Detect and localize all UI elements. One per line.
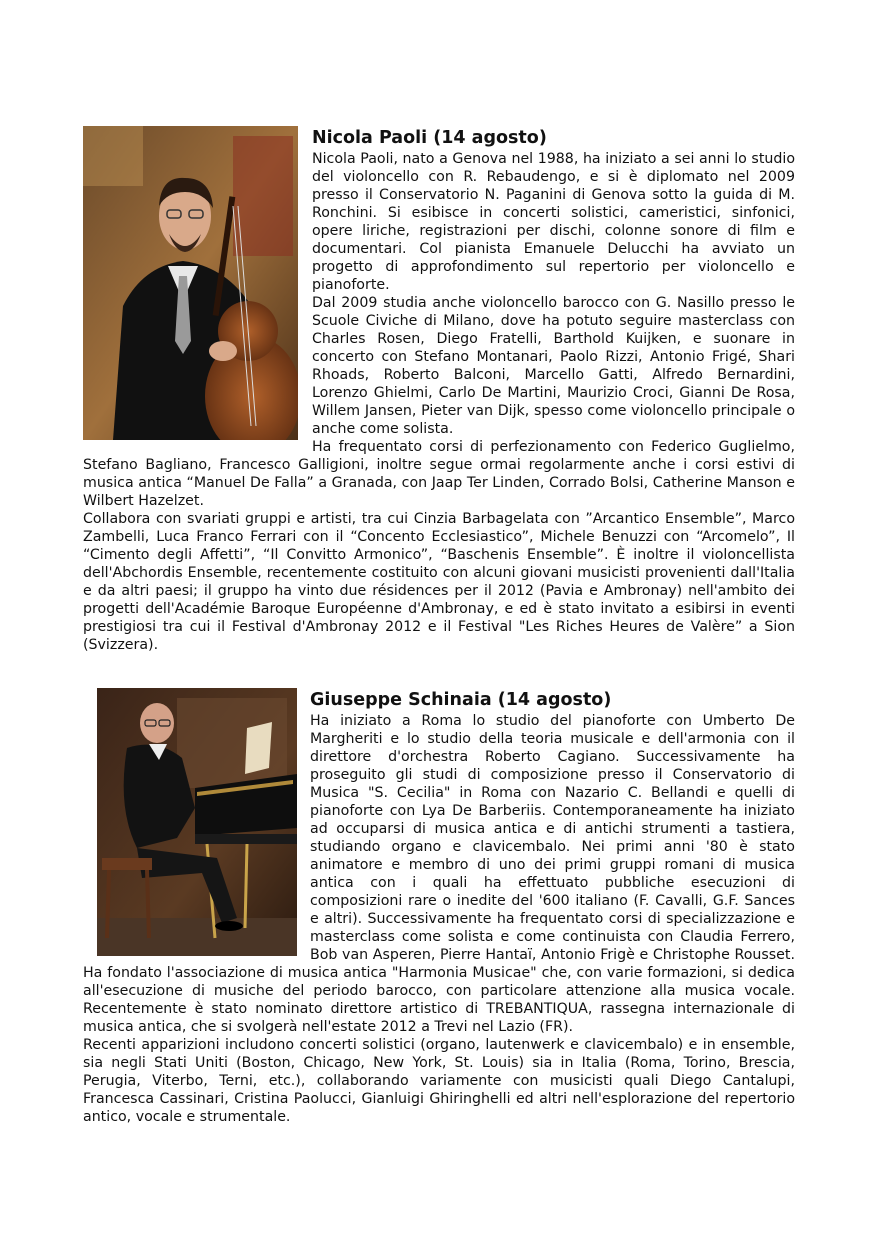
bio-title: Giuseppe Schinaia (14 agosto) xyxy=(310,690,612,710)
bio-paragraph: Nicola Paoli, nato a Genova nel 1988, ha iniziato a sei anni lo studio del violoncello con R. Rebaudengo, e si è diplomato nel 2009 presso il Conservatorio N. Paganini di Genova sotto la guida di M. Ronchini. Si esibisce in concerti solistici, cameristici, sinfonici, opere liriche, registrazioni per dischi, colonne sonore di film e documentari. Col pianista Emanuele Delucchi ha avviato un progetto di approfondimento sul repertorio per violoncello e pianoforte. xyxy=(312,151,795,293)
harpsichordist-photo xyxy=(97,688,297,956)
bio-paragraph: Ha iniziato a Roma lo studio del pianoforte con Umberto De Margheriti e lo studio della teoria musicale e dell'armonia con il direttore d'orchestra Roberto Cagiano. Successivamente ha proseguito gli studi di composizione presso il Conservatorio di Musica "S. Cecilia" in Roma con Nazario C. Bellandi e quelli di pianoforte con Lya De Barberiis. Contemporaneamente ha iniziato ad occuparsi di musica antica e di antichi strumenti a tastiera, studiando organo e clavicembalo. Nei primi anni '80 è stato animatore e membro di uno dei primi gruppi romani di musica antica con i quali ha effettuato pubbliche esecuzioni di composizioni rare o inedite del '600 italiano (F. Cavalli, G.F. Sances e altri). Successivamente ha frequentato corsi di specializzazione e masterclass come solista e come continuista con Claudia Ferrero, Bob van Asperen, Pierre Hantaï, Antonio Frigè e Christophe Rousset. Ha fondato l'associazione di musica antica "Harmonia Musicae" che, con varie formazioni, si dedica all'esecuzione di musiche del periodo barocco, con particolare attenzione alla musica vocale. Recentemente è stato nominato direttore artistico di TREBANTIQUA, rassegna internazionale di musica antica, che si svolgerà nell'estate 2012 a Trevi nel Lazio (FR). xyxy=(83,713,795,1035)
cellist-photo xyxy=(83,126,298,440)
bio-title: Nicola Paoli (14 agosto) xyxy=(312,128,547,148)
bio-paragraph: Dal 2009 studia anche violoncello barocco con G. Nasillo presso le Scuole Civiche di Milano, dove ha potuto seguire masterclass con Charles Rosen, Diego Fratelli, Barthold Kuijken, e suonare in concerto con Stefano Montanari, Paolo Rizzi, Antonio Frigé, Shari Rhoads, Roberto Balconi, Marcello Gatti, Alfredo Bernardini, Lorenzo Ghielmi, Carlo De Martini, Maurizio Croci, Gianni De Rosa, Willem Jansen, Pieter van Dijk, spesso come violoncello principale o anche come solista. xyxy=(312,295,795,437)
bio-nicola-paoli xyxy=(83,126,795,654)
bio-giuseppe-schinaia xyxy=(83,688,795,1126)
bio-paragraph: Ha frequentato corsi di perfezionamento con Federico Guglielmo, Stefano Bagliano, Francesco Galligioni, inoltre segue ormai regolarmente anche i corsi estivi di musica antica “Manuel De Falla” a Granada, con Jaap Ter Linden, Corrado Bolsi, Catherine Manson e Wilbert Hazelzet. xyxy=(83,439,795,509)
bio-paragraph: Recenti apparizioni includono concerti solistici (organo, lautenwerk e clavicembalo) e in ensemble, sia negli Stati Uniti (Boston, Chicago, New York, St. Louis) sia in Italia (Roma, Torino, Brescia, Perugia, Viterbo, Terni, etc.), collaborando variamente con musicisti quali Diego Cantalupi, Francesca Cassinari, Cristina Paolucci, Gianluigi Ghiringhelli ed altri nell'esplorazione del repertorio antico, vocale e strumentale. xyxy=(83,1037,795,1125)
bio-paragraph: Collabora con svariati gruppi e artisti, tra cui Cinzia Barbagelata con ”Arcantico Ensemble”, Marco Zambelli, Luca Franco Ferrari con il “Concento Ecclesiastico”, Michele Benuzzi con “Arcomelo”, Il “Cimento degli Affetti”, “Il Convitto Armonico”, “Baschenis Ensemble”. È inoltre il violoncellista dell'Abchordis Ensemble, recentemente costituito con alcuni giovani musicisti provenienti dall'Italia e da altri paesi; il gruppo ha vinto due résidences per il 2012 (Pavia e Ambronay) nell'ambito dei progetti dell'Académie Baroque Européenne d'Ambronay, e ed è stato invitato a esibirsi in eventi prestigiosi tra cui il Festival d'Ambronay 2012 e il Festival "Les Riches Heures de Valère” a Sion (Svizzera). xyxy=(83,511,795,653)
